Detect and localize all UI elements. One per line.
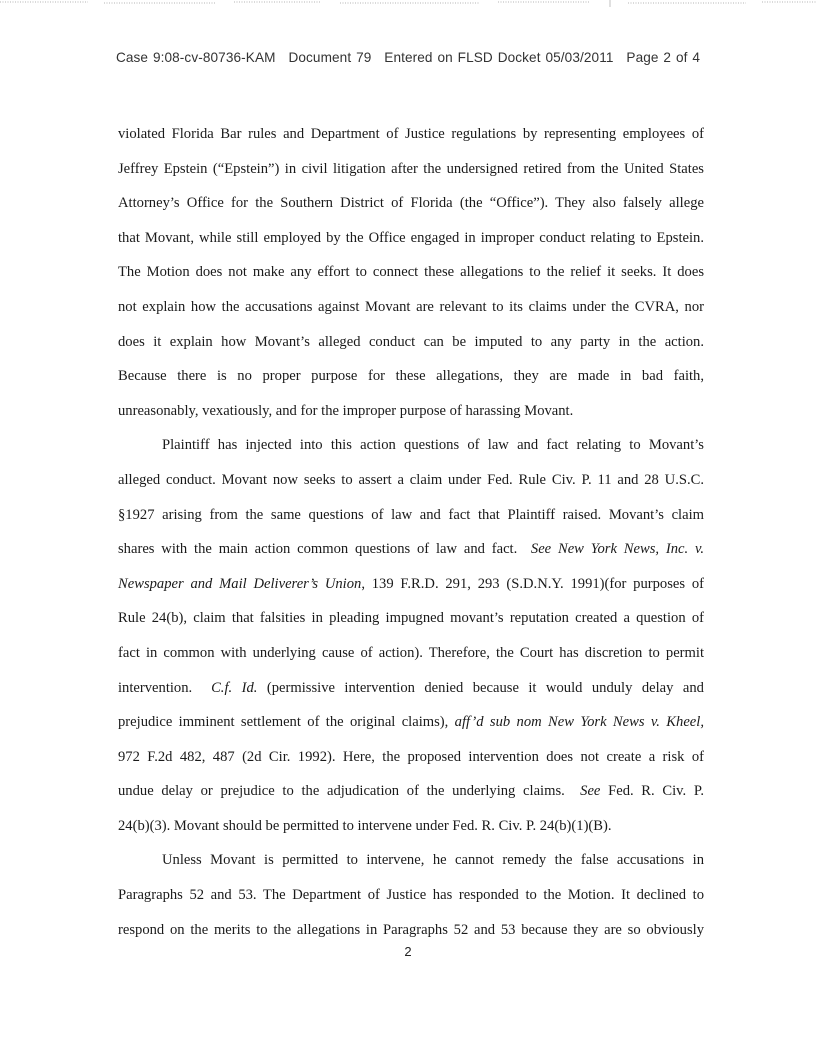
text-line: Newspaper and Mail Deliverer’s Union, 139 F.R.D. 291, 293 (S.D.N.Y. 1991)(for purposes of [118, 575, 705, 592]
docket-entry: Entered on FLSD Docket 05/03/2011 [384, 50, 614, 65]
docket-header [0, 50, 816, 65]
paragraph-1 [118, 117, 704, 428]
text-line: Unless Movant is permitted to intervene, he cannot remedy the false accusations in [162, 852, 704, 869]
text-line: 972 F.2d 482, 487 (2d Cir. 1992). Here, the proposed intervention does not create a risk of [118, 748, 704, 765]
citation-italic: See New York News, Inc. v. [530, 541, 705, 558]
text-line: Attorney’s Office for the Southern District of Florida (the “Office”). They also falsely allege [118, 195, 704, 212]
text-segment: (permissive intervention denied because it would unduly delay and [266, 679, 704, 696]
citation-italic: C.f. Id. [211, 679, 258, 696]
case-number: Case 9:08-cv-80736-KAM [115, 50, 276, 65]
citation-italic: aff’d sub nom New York News v. Kheel, [454, 714, 704, 731]
text-segment: undue delay or prejudice to the adjudication of the underlying claims. [118, 783, 565, 800]
text-segment: prejudice imminent settlement of the original claims), [118, 714, 449, 731]
text-line: violated Florida Bar rules and Department of Justice regulations by representing employees of [118, 126, 704, 142]
page-of: Page 2 of 4 [626, 50, 701, 65]
text-line: alleged conduct. Movant now seeks to assert a claim under Fed. Rule Civ. P. 11 and 28 U.S.C. [118, 471, 704, 488]
paragraph-2 [118, 428, 704, 843]
text-line: unreasonably, vexatiously, and for the improper purpose of harassing Movant. [118, 402, 574, 419]
paragraph-3 [118, 843, 704, 947]
text-line: Plaintiff has injected into this action questions of law and fact relating to Movant’s [162, 437, 704, 454]
text-line [118, 774, 704, 809]
text-line: fact in common with underlying cause of action). Therefore, the Court has discretion to permit [118, 644, 704, 661]
text-segment: Fed. R. Civ. P. [608, 783, 704, 800]
page-number: 2 [404, 944, 412, 959]
text-line: Because there is no proper purpose for these allegations, they are made in bad faith, [118, 368, 704, 385]
text-line: does it explain how Movant’s alleged conduct can be imputed to any party in the action. [118, 333, 704, 350]
text-line: Rule 24(b), claim that falsities in pleading impugned movant’s reputation created a question of [118, 610, 704, 627]
document-number: Document 79 [288, 50, 372, 65]
text-line [118, 532, 704, 567]
scan-artifact-marks [0, 0, 816, 8]
citation-italic: See [580, 783, 601, 800]
text-line: 24(b)(3). Movant should be permitted to intervene under Fed. R. Civ. P. 24(b)(1)(B). [118, 817, 612, 834]
text-line: The Motion does not make any effort to connect these allegations to the relief it seeks. It does [118, 264, 704, 281]
text-line: not explain how the accusations against Movant are relevant to its claims under the CVRA, nor [118, 298, 704, 315]
text-segment: shares with the main action common questions of law and fact. [118, 541, 518, 558]
document-body [118, 117, 704, 947]
text-line [118, 671, 704, 706]
text-line: Jeffrey Epstein (“Epstein”) in civil litigation after the undersigned retired from the United States [118, 160, 704, 177]
text-line: that Movant, while still employed by the Office engaged in improper conduct relating to Epstein. [118, 229, 704, 246]
text-line: §1927 arising from the same questions of law and fact that Plaintiff raised. Movant’s claim [118, 506, 704, 523]
citation-italic: Newspaper and Mail Deliverer’s Union [118, 575, 362, 592]
text-line [118, 705, 704, 740]
text-segment: intervention. [118, 679, 193, 696]
text-line: Paragraphs 52 and 53. The Department of Justice has responded to the Motion. It declined to [118, 887, 704, 904]
text-line: respond on the merits to the allegations in Paragraphs 52 and 53 because they are so obviously [118, 921, 704, 938]
